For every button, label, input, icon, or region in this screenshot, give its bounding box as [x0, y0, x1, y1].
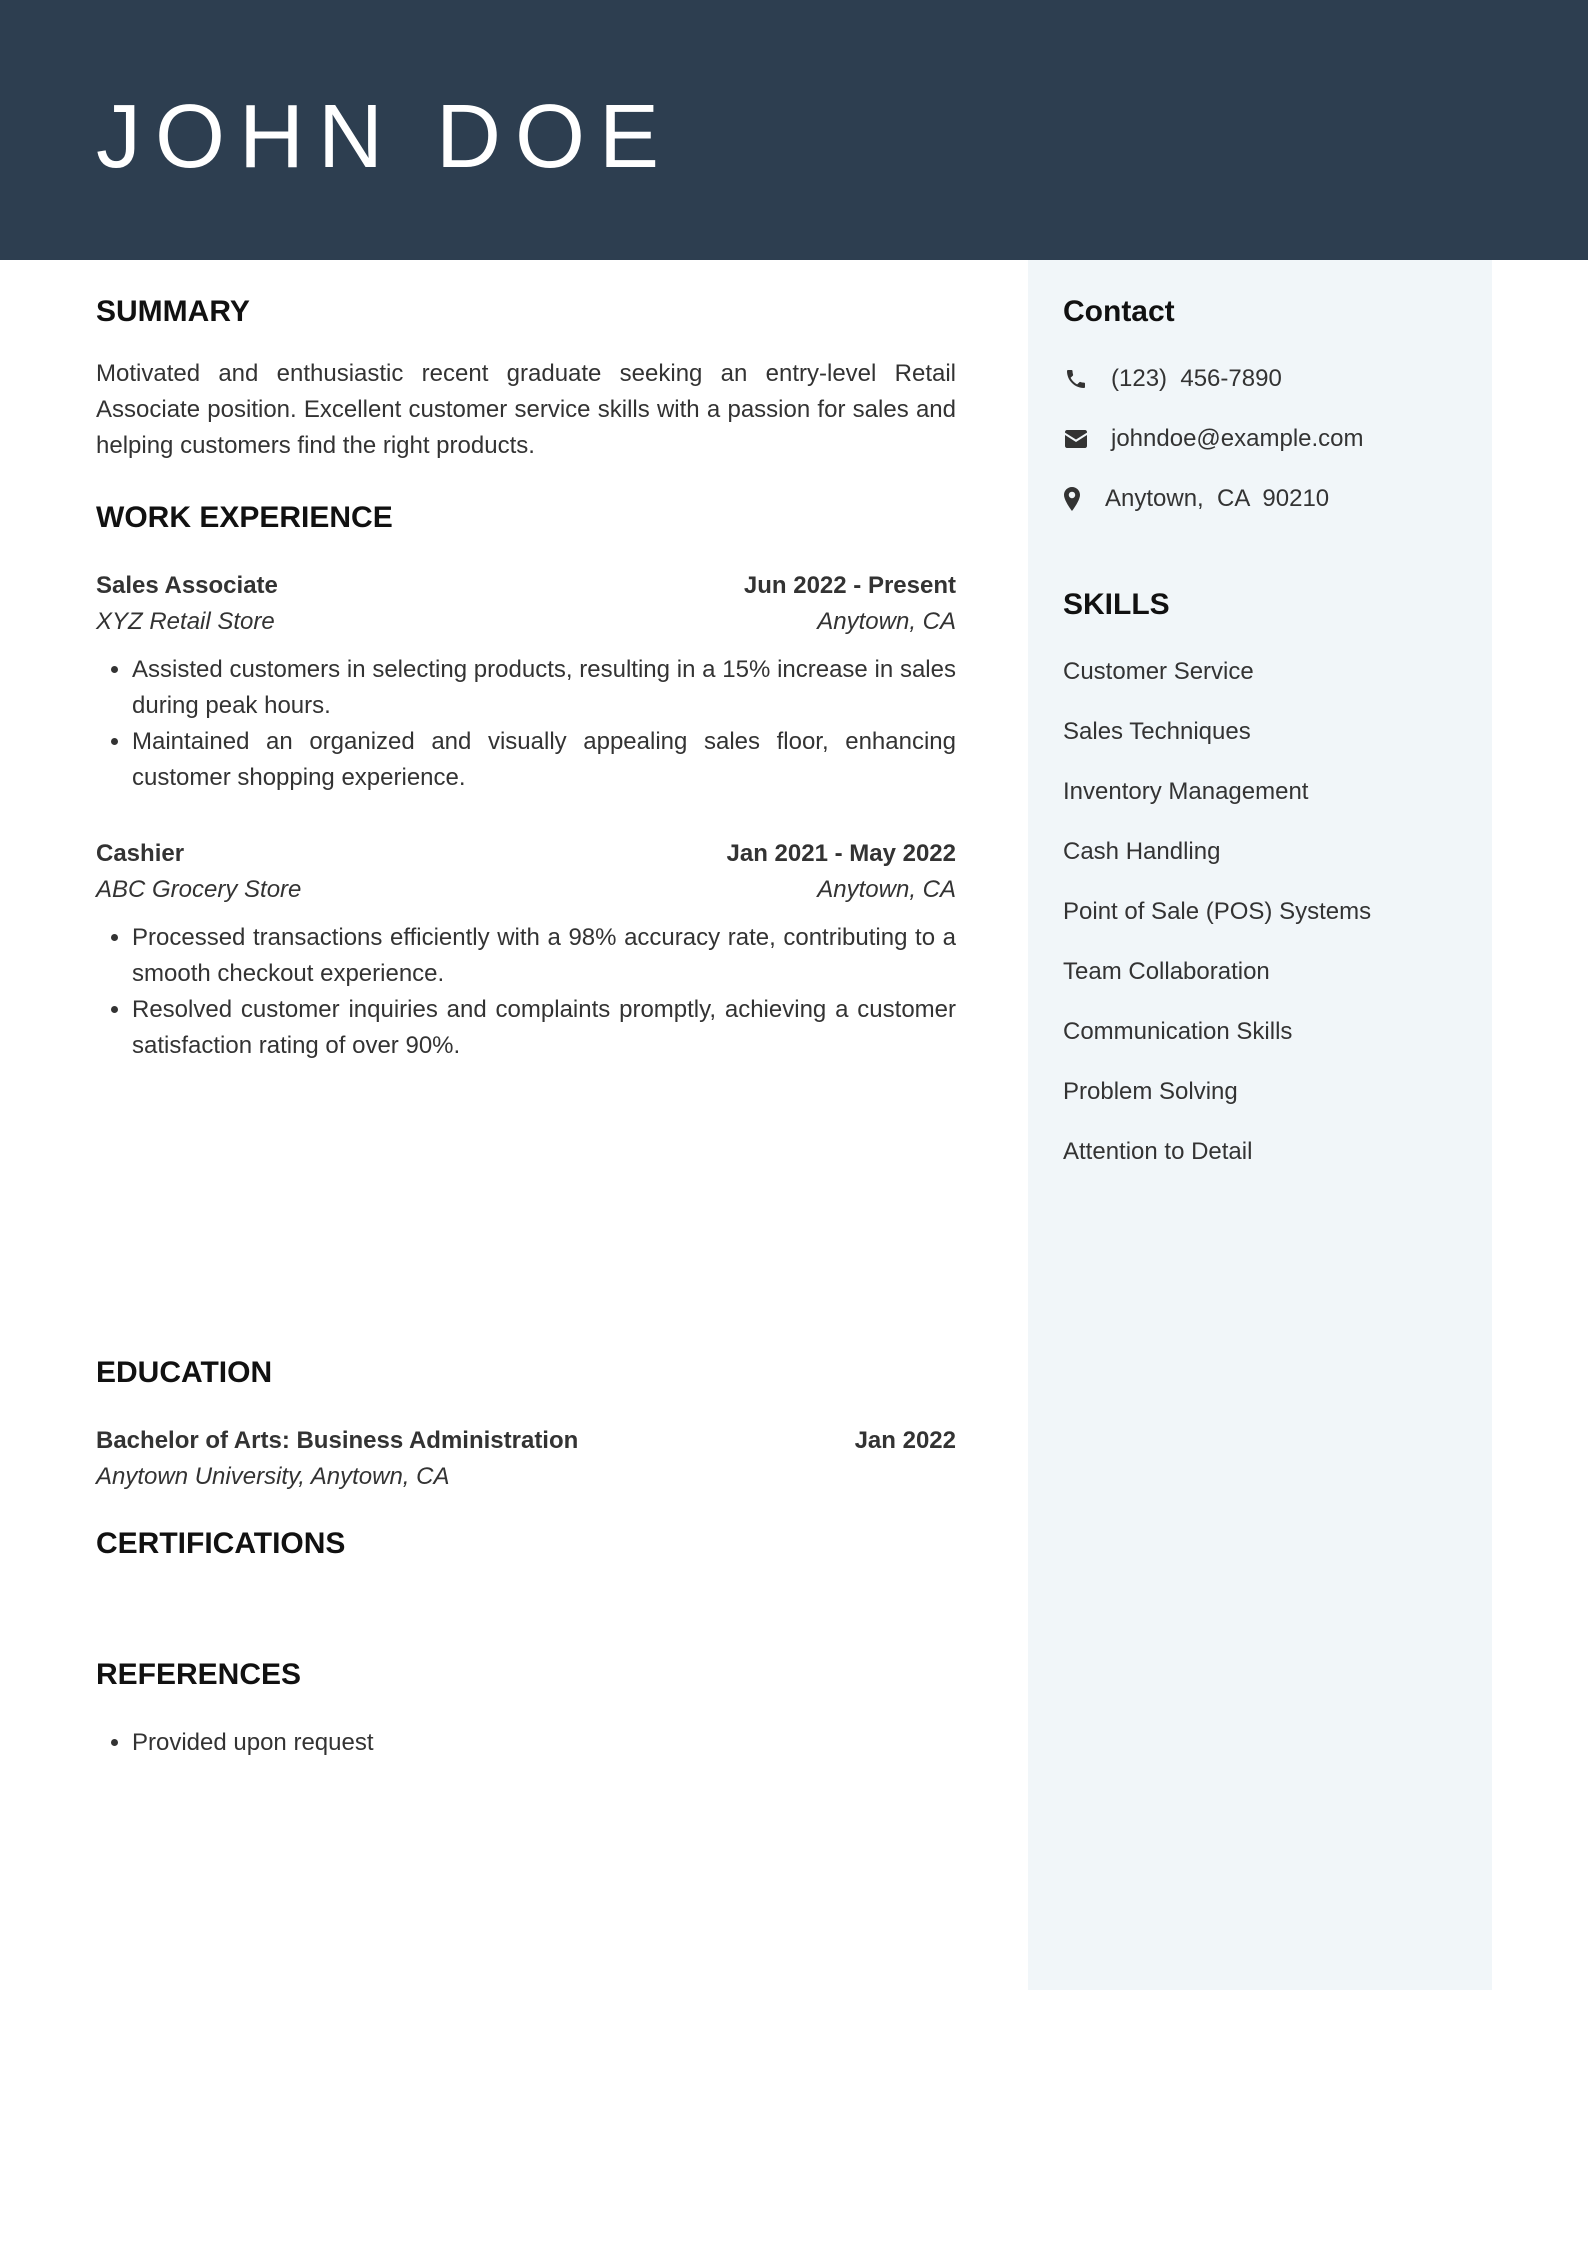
skill-item: Sales Techniques [1063, 718, 1251, 745]
skill-item: Inventory Management [1063, 778, 1309, 805]
job-entry [96, 568, 956, 796]
envelope-icon [1063, 426, 1089, 452]
job-header-row [96, 568, 956, 604]
job-role: Cashier [96, 840, 185, 867]
work-experience-section [96, 498, 956, 1064]
skill-item: Communication Skills [1063, 1018, 1293, 1045]
job-location: Anytown, CA [817, 608, 956, 635]
references-title: REFERENCES [96, 1658, 302, 1691]
skill-item: Customer Service [1063, 658, 1254, 685]
education-school-row [96, 1459, 956, 1495]
skills-list [1063, 642, 1463, 1182]
job-company-row [96, 872, 956, 908]
contact-location: Anytown, CA 90210 [1105, 485, 1330, 512]
education-section [96, 1353, 956, 1495]
phone-icon [1063, 366, 1089, 392]
skills-title: SKILLS [1063, 588, 1170, 621]
summary-title: SUMMARY [96, 295, 250, 328]
job-bullet: • Assisted customers in selecting products, resulting in a 15% increase in sales during peak hours. [132, 652, 956, 724]
summary-section [96, 292, 956, 464]
certifications-section [96, 1524, 956, 1564]
job-bullet: • Maintained an organized and visually appealing sales floor, enhancing customer shopping experience. [132, 724, 956, 796]
education-degree-row [96, 1423, 956, 1459]
reference-item: • Provided upon request [132, 1725, 956, 1761]
contact-section [1063, 292, 1463, 529]
map-marker-icon [1063, 486, 1081, 512]
job-entry [96, 836, 956, 1064]
contact-phone[interactable]: (123) 456-7890 [1111, 365, 1282, 392]
contact-list [1063, 349, 1463, 529]
job-bullet: • Resolved customer inquiries and complaints promptly, achieving a customer satisfaction rating of over 90%. [132, 992, 956, 1064]
skills-section [1063, 585, 1463, 1182]
job-role: Sales Associate [96, 572, 278, 599]
header-banner [0, 0, 1588, 260]
work-experience-title: WORK EXPERIENCE [96, 501, 393, 534]
contact-title: Contact [1063, 295, 1175, 328]
education-title: EDUCATION [96, 1356, 273, 1389]
summary-text: Motivated and enthusiastic recent graduate seeking an entry-level Retail Associate position. Excellent customer service skills with a passion for sales and helping customers find the right products. [96, 360, 956, 459]
job-company-row [96, 604, 956, 640]
references-list [96, 1725, 956, 1761]
contact-email[interactable]: johndoe@example.com [1111, 425, 1364, 452]
job-location: Anytown, CA [817, 876, 956, 903]
contact-phone-row [1063, 349, 1463, 409]
job-bullet: • Processed transactions efficiently with a 98% accuracy rate, contributing to a smooth checkout experience. [132, 920, 956, 992]
job-company: XYZ Retail Store [96, 608, 275, 635]
skill-item: Point of Sale (POS) Systems [1063, 898, 1372, 925]
education-school: Anytown University, Anytown, CA [96, 1463, 450, 1490]
job-bullets [96, 920, 956, 1064]
resume-name: JOHN DOE [96, 87, 674, 187]
job-bullets [96, 652, 956, 796]
job-header-row [96, 836, 956, 872]
certifications-title: CERTIFICATIONS [96, 1527, 346, 1560]
skill-item: Team Collaboration [1063, 958, 1270, 985]
education-degree: Bachelor of Arts: Business Administration [96, 1427, 579, 1454]
references-section [96, 1655, 956, 1761]
education-date: Jan 2022 [854, 1427, 956, 1454]
skill-item: Attention to Detail [1063, 1138, 1253, 1165]
job-dates: Jun 2022 - Present [743, 572, 956, 599]
skill-item: Cash Handling [1063, 838, 1221, 865]
contact-location-row [1063, 469, 1463, 529]
contact-email-row [1063, 409, 1463, 469]
skill-item: Problem Solving [1063, 1078, 1238, 1105]
job-company: ABC Grocery Store [96, 876, 302, 903]
job-dates: Jan 2021 - May 2022 [726, 840, 956, 867]
